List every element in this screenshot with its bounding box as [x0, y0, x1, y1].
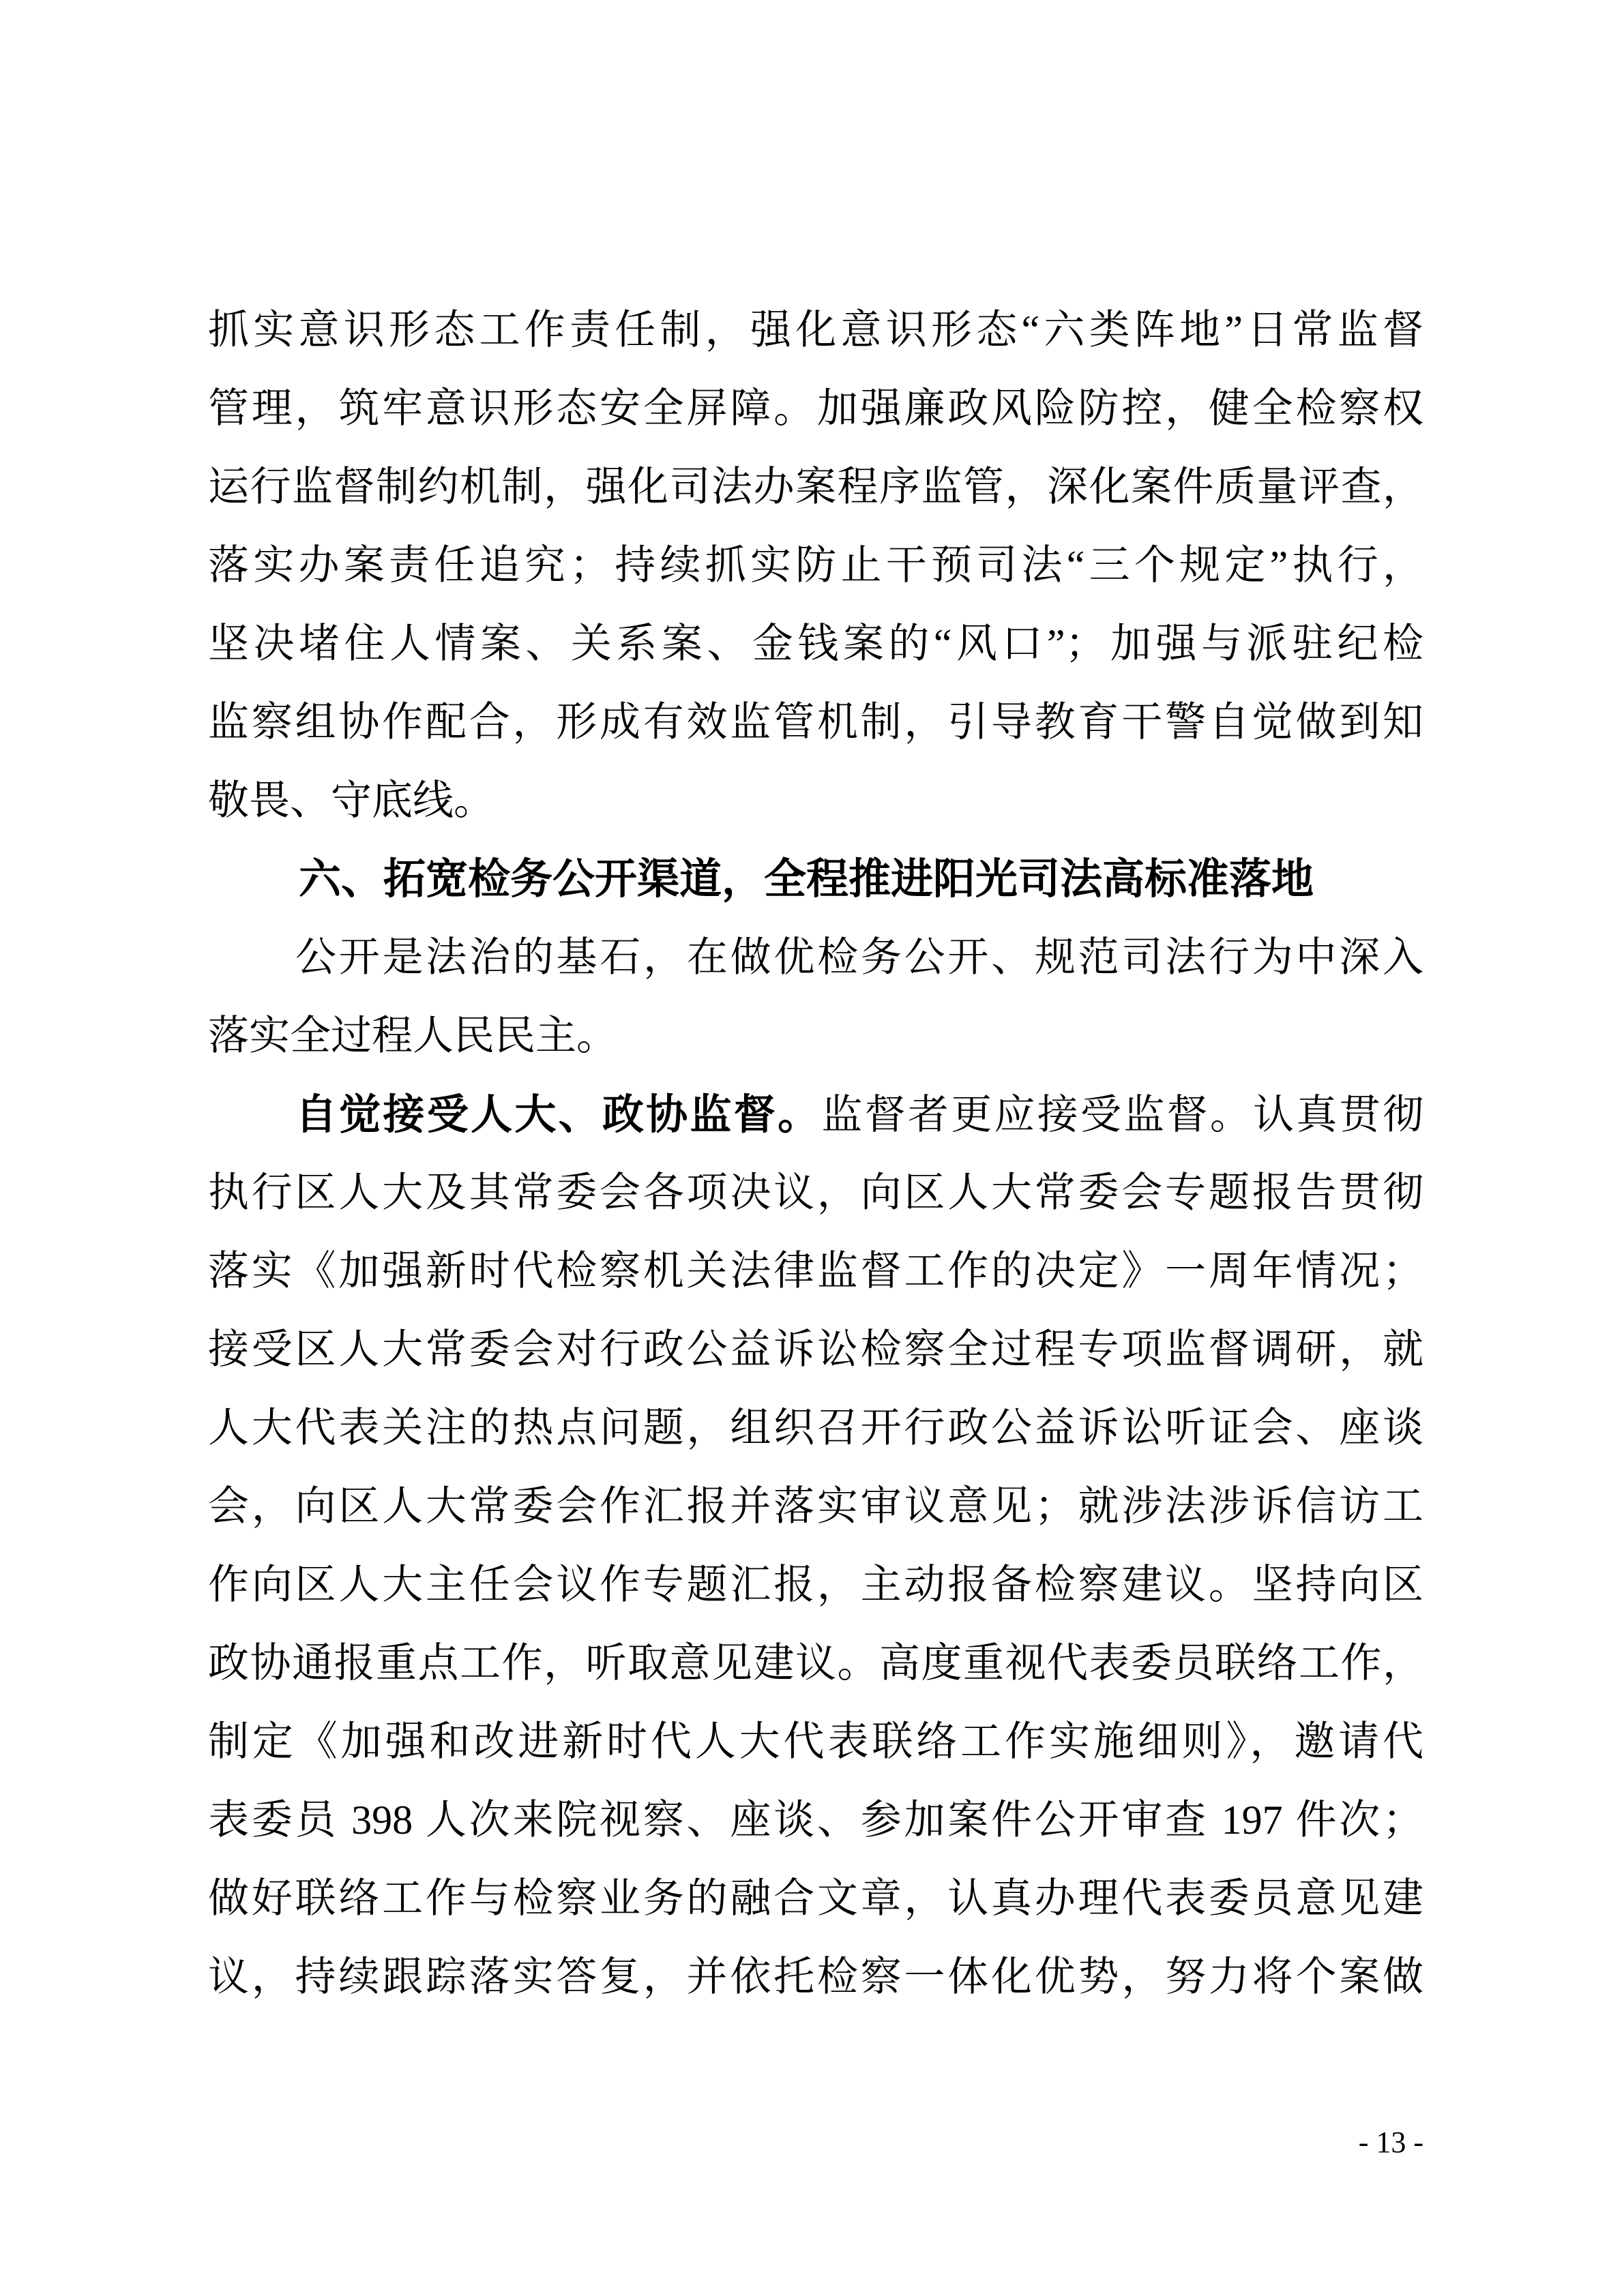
section-heading: 六、拓宽检务公开渠道，全程推进阳光司法高标准落地 — [299, 856, 1314, 903]
text-line: 议，持续跟踪落实答复，并依托检察一体化优势，努力将个案做 — [208, 1954, 1423, 1999]
text-line: 接受区人大常委会对行政公益诉讼检察全过程专项监督调研，就 — [208, 1327, 1423, 1372]
text-line: 落实全过程人民民主。 — [208, 1013, 617, 1058]
text-line: 执行区人大及其常委会各项决议，向区人大常委会专题报告贯彻 — [208, 1170, 1423, 1215]
text-line: 抓实意识形态工作责任制，强化意识形态“六类阵地”日常监督 — [208, 308, 1423, 353]
text-line: 运行监督制约机制，强化司法办案程序监管，深化案件质量评查， — [208, 464, 1423, 509]
text-line: 敬畏、守底线。 — [208, 778, 494, 823]
text-line: 落实办案责任追究；持续抓实防止干预司法“三个规定”执行， — [208, 543, 1423, 588]
text-line: 落实《加强新时代检察机关法律监督工作的决定》一周年情况； — [208, 1249, 1423, 1294]
text-line: 人大代表关注的热点问题，组织召开行政公益诉讼听证会、座谈 — [208, 1405, 1423, 1450]
text-line: 制定《加强和改进新时代人大代表联络工作实施细则》，邀请代 — [208, 1719, 1423, 1764]
text-line: 管理，筑牢意识形态安全屏障。加强廉政风险防控，健全检察权 — [208, 386, 1423, 431]
text-line: 表委员 398 人次来院视察、座谈、参加案件公开审查 197 件次； — [208, 1798, 1423, 1843]
document-body — [208, 291, 1423, 2016]
text-line — [208, 1075, 1423, 1154]
page-number: - 13 - — [1358, 2126, 1423, 2159]
text-line: 公开是法治的基石，在做优检务公开、规范司法行为中深入 — [295, 935, 1423, 980]
text-line: 做好联络工作与检察业务的融合文章，认真办理代表委员意见建 — [208, 1876, 1423, 1921]
text-line: 监察组协作配合，形成有效监管机制，引导教育干警自觉做到知 — [208, 700, 1423, 745]
text-line: 会，向区人大常委会作汇报并落实审议意见；就涉法涉诉信访工 — [208, 1484, 1423, 1529]
text-span: 监督者更应接受监督。认真贯彻 — [821, 1092, 1423, 1137]
text-line: 坚决堵住人情案、关系案、金钱案的“风口”；加强与派驻纪检 — [208, 621, 1423, 666]
text-line: 作向区人大主任会议作专题汇报，主动报备检察建议。坚持向区 — [208, 1562, 1423, 1607]
text-line: 政协通报重点工作，听取意见建议。高度重视代表委员联络工作， — [208, 1641, 1423, 1686]
paragraph-lead: 自觉接受人大、政协监督。 — [295, 1091, 822, 1137]
